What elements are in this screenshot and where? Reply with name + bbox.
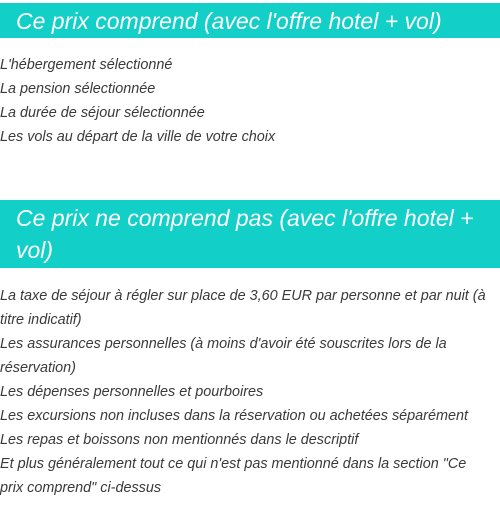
list-item: Les dépenses personnelles et pourboires	[0, 384, 264, 400]
list-item: La taxe de séjour à régler sur place de 3,60 EUR par personne et par nuit (à titre indicatif)	[0, 288, 486, 328]
excluded-items-list	[0, 284, 500, 500]
list-item: Les excursions non incluses dans la réservation ou achetées séparément	[0, 408, 468, 424]
list-item: La pension sélectionnée	[0, 81, 156, 97]
list-item: La durée de séjour sélectionnée	[0, 105, 205, 121]
included-items-list	[0, 53, 500, 149]
list-item: Les repas et boissons non mentionnés dans le descriptif	[0, 432, 359, 448]
list-item: Les vols au départ de la ville de votre choix	[0, 129, 276, 145]
list-item: Et plus généralement tout ce qui n'est pas mentionné dans la section "Ce prix comprend" ci-dessus	[0, 456, 467, 496]
included-section-title: Ce prix comprend (avec l'offre hotel + vol)	[0, 3, 500, 38]
list-item: L'hébergement sélectionné	[0, 57, 173, 73]
list-item: Les assurances personnelles (à moins d'avoir été souscrites lors de la réservation)	[0, 336, 447, 376]
excluded-section-title: Ce prix ne comprend pas (avec l'offre hotel + vol)	[0, 200, 500, 268]
